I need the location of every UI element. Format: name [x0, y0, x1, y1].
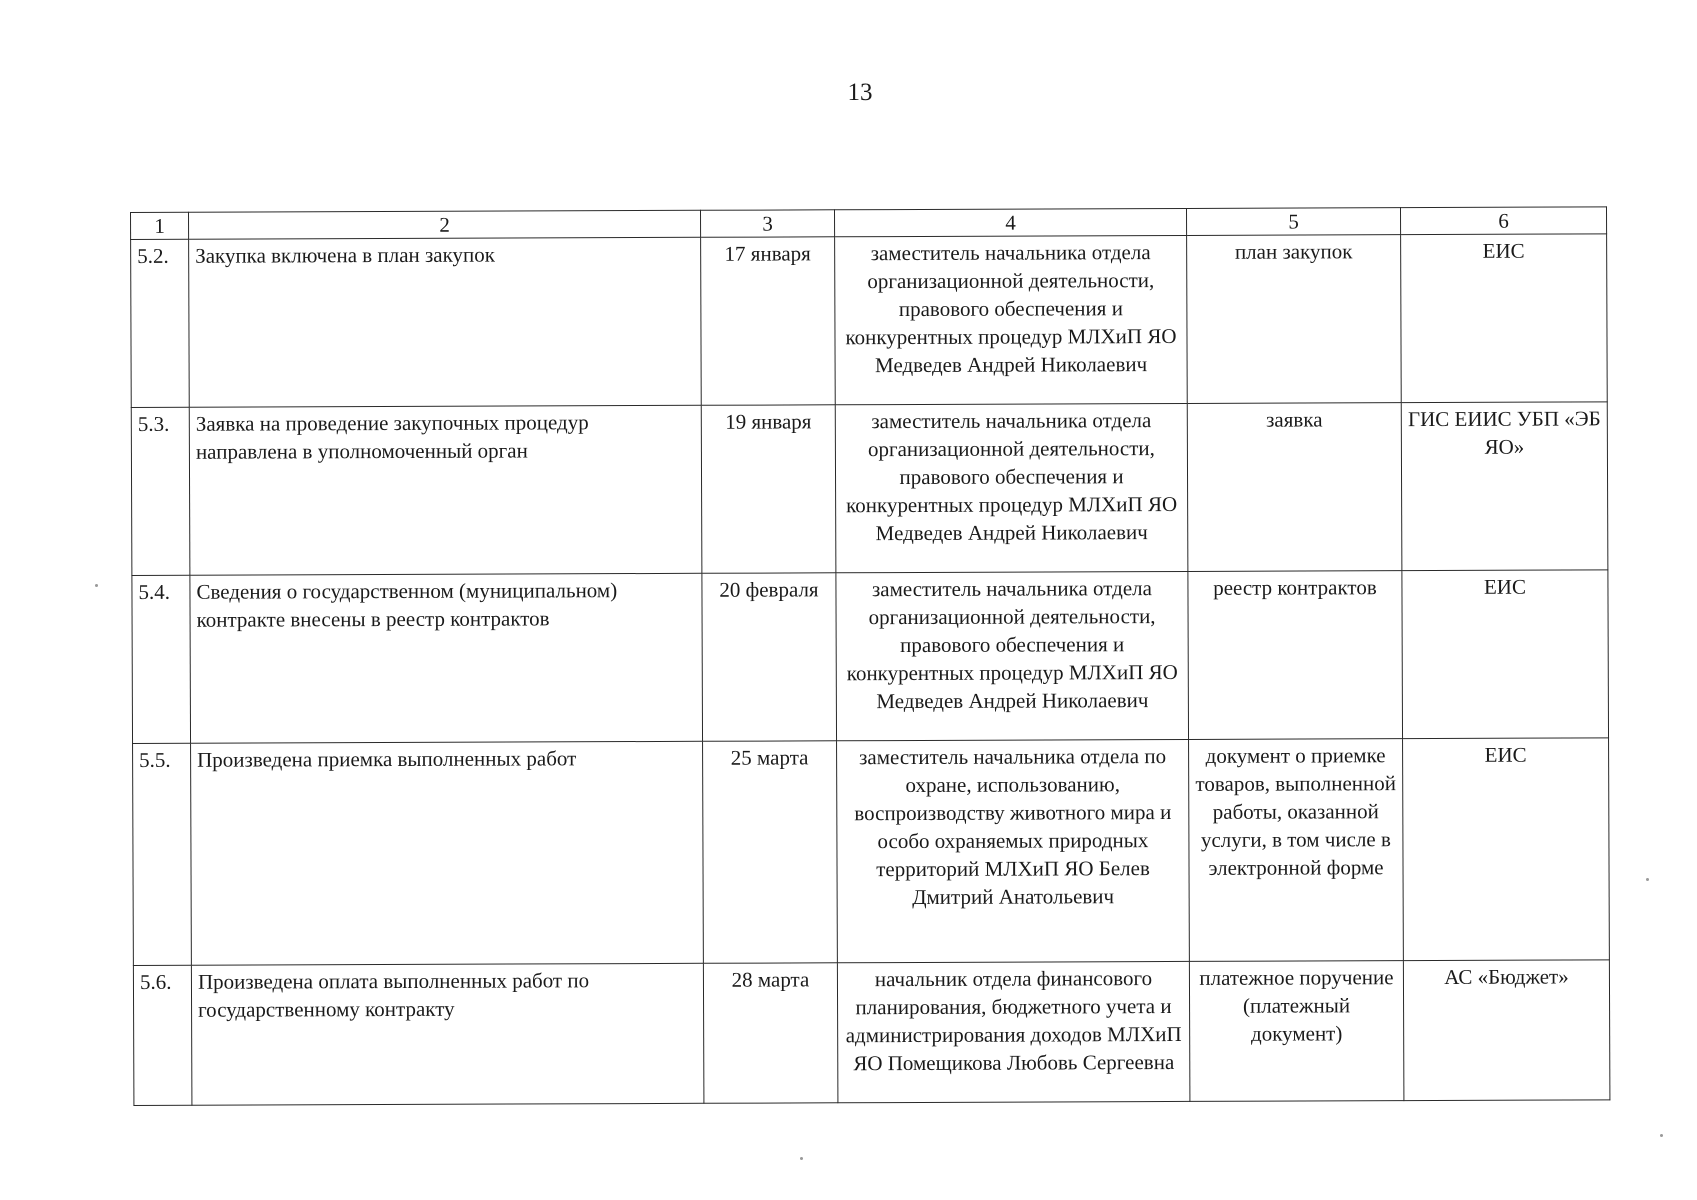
row-number: 5.6. — [133, 965, 192, 1105]
column-header: 6 — [1400, 207, 1606, 235]
row-date: 20 февраля — [702, 573, 837, 742]
table-row — [133, 738, 1610, 966]
row-description: Произведена оплата выполненных работ по государственному контракту — [191, 963, 704, 1105]
row-description: Сведения о государственном (муниципальном) контракте внесены в реестр контрактов — [190, 573, 703, 743]
row-number: 5.5. — [133, 743, 192, 965]
row-document: план закупок — [1187, 235, 1402, 404]
row-date: 17 января — [701, 237, 836, 406]
table-row — [131, 234, 1608, 408]
schedule-table — [130, 206, 1610, 1106]
scan-speck — [1646, 878, 1649, 881]
row-description: Произведена приемка выполненных работ — [191, 741, 704, 965]
row-responsible: заместитель начальника отдела по охране, использованию, воспроизводству животного мира и особо охраняемых природных территорий МЛХиП ЯО Белев Дмитрий Анатольевич — [837, 739, 1190, 962]
scan-speck — [800, 1157, 803, 1160]
column-header: 5 — [1186, 208, 1400, 236]
page-number: 13 — [847, 79, 873, 106]
column-header: 3 — [700, 210, 834, 238]
scan-speck — [1660, 1134, 1663, 1137]
row-responsible: заместитель начальника отдела организационной деятельности, правового обеспечения и конкурентных процедур МЛХиП ЯО Медведев Андрей Николаевич — [835, 403, 1188, 572]
row-document: платежное поручение (платежный документ) — [1189, 961, 1404, 1102]
row-number: 5.2. — [131, 239, 190, 407]
row-system: ЕИС — [1401, 234, 1608, 403]
row-date: 28 марта — [703, 963, 838, 1104]
column-header: 4 — [834, 208, 1186, 236]
row-date: 19 января — [701, 405, 836, 574]
column-header: 1 — [131, 212, 189, 239]
column-header: 2 — [189, 210, 701, 239]
table-row — [133, 960, 1610, 1106]
row-document: заявка — [1187, 403, 1402, 572]
row-date: 25 марта — [703, 741, 838, 964]
row-system: ЕИС — [1402, 570, 1609, 739]
row-number: 5.4. — [132, 575, 191, 743]
scan-speck — [95, 584, 98, 587]
row-description: Заявка на проведение закупочных процедур направлена в уполномоченный орган — [189, 405, 702, 575]
row-document: документ о приемке товаров, выполненной работы, оказанной услуги, в том числе в электронной форме — [1189, 739, 1404, 962]
row-description: Закупка включена в план закупок — [189, 237, 702, 407]
row-number: 5.3. — [131, 407, 190, 575]
table-row — [132, 570, 1609, 744]
row-system: ЕИС — [1403, 738, 1610, 961]
table-row — [131, 402, 1608, 576]
row-responsible: начальник отдела финансового планирования, бюджетного учета и администрирования доходов МЛХиП ЯО Помещикова Любовь Сергеевна — [837, 961, 1190, 1102]
row-document: реестр контрактов — [1188, 571, 1403, 740]
row-responsible: заместитель начальника отдела организационной деятельности, правового обеспечения и конкурентных процедур МЛХиП ЯО Медведев Андрей Николаевич — [836, 571, 1189, 740]
row-responsible: заместитель начальника отдела организационной деятельности, правового обеспечения и конкурентных процедур МЛХиП ЯО Медведев Андрей Николаевич — [835, 235, 1188, 404]
row-system: ГИС ЕИИС УБП «ЭБ ЯО» — [1401, 402, 1608, 571]
row-system: АС «Бюджет» — [1403, 960, 1610, 1101]
